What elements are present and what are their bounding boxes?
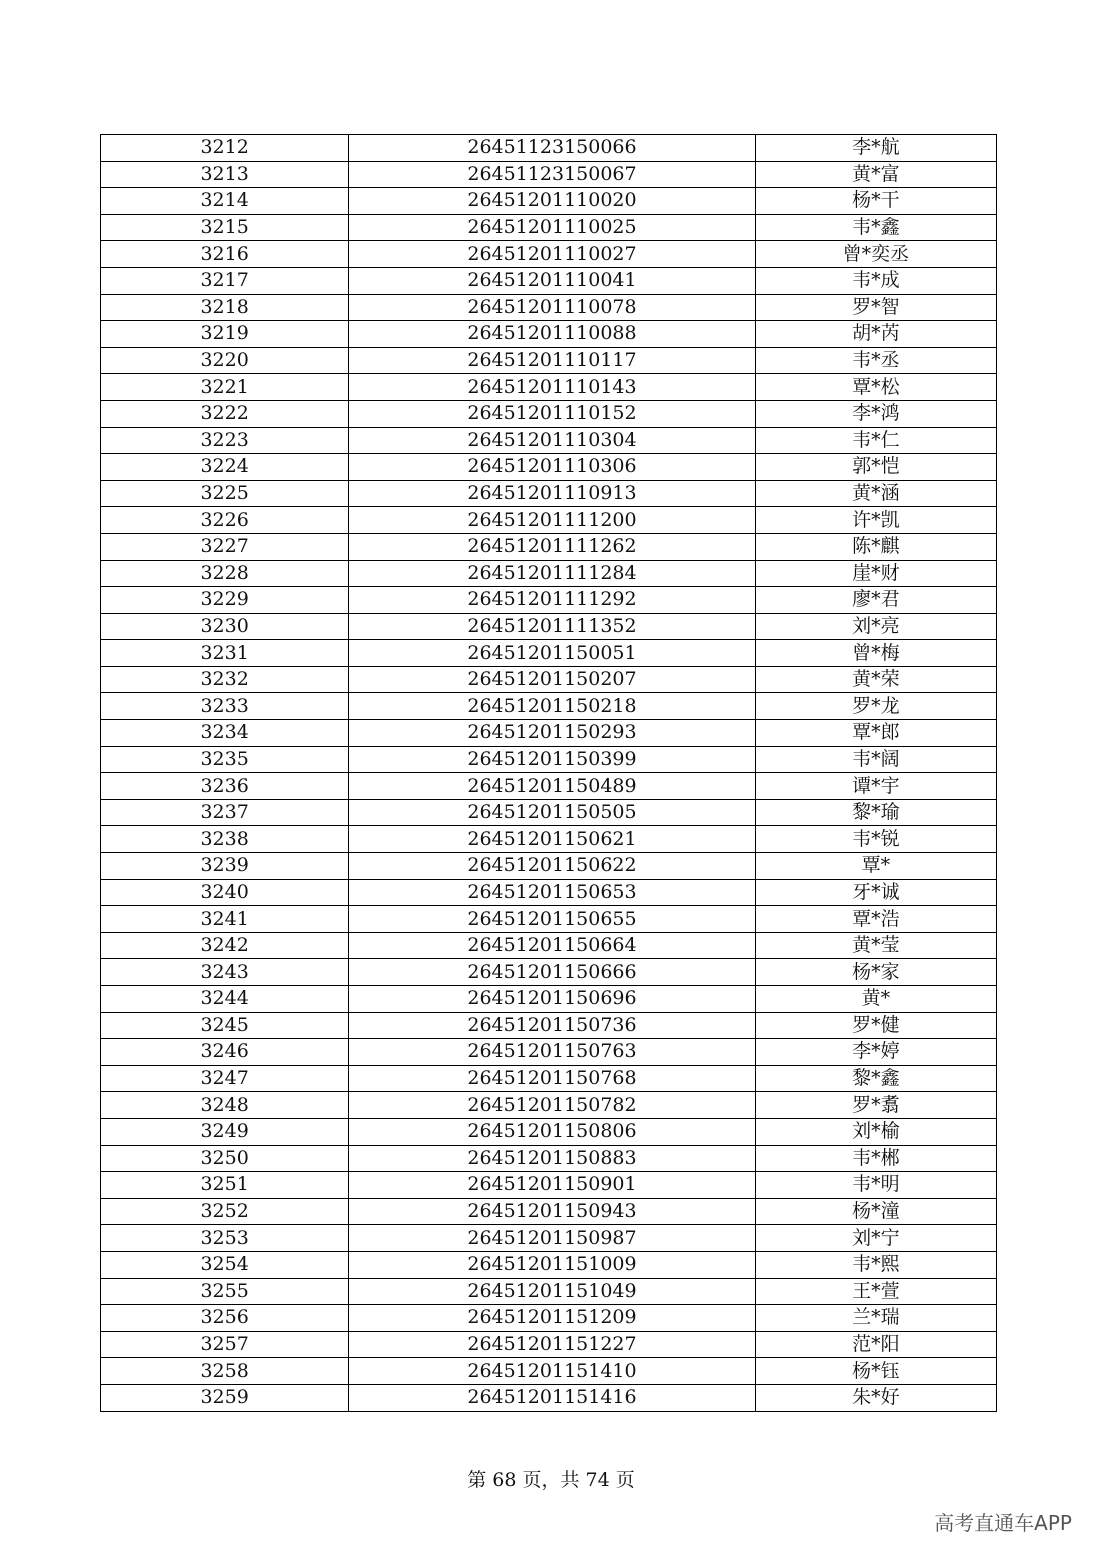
exam-id: 26451123150067 [349, 161, 755, 188]
table-row [101, 135, 997, 162]
exam-id: 26451201150806 [349, 1118, 755, 1145]
exam-id: 26451201150218 [349, 693, 755, 720]
row-index: 3252 [101, 1198, 349, 1225]
candidate-name: 韦*成 [755, 267, 996, 294]
row-index: 3222 [101, 400, 349, 427]
table-row [101, 799, 997, 826]
exam-id: 26451201150768 [349, 1065, 755, 1092]
candidate-name: 黄*富 [755, 161, 996, 188]
table-row [101, 959, 997, 986]
row-index: 3236 [101, 773, 349, 800]
exam-id: 26451201150664 [349, 932, 755, 959]
exam-id: 26451201110143 [349, 374, 755, 401]
candidate-name: 黄*荣 [755, 666, 996, 693]
exam-id: 26451201150696 [349, 986, 755, 1013]
exam-id: 26451201111352 [349, 613, 755, 640]
candidate-name: 李*婷 [755, 1039, 996, 1066]
exam-id: 26451201151049 [349, 1278, 755, 1305]
exam-id: 26451201110152 [349, 400, 755, 427]
candidate-name: 韦*明 [755, 1172, 996, 1199]
candidate-name: 杨*家 [755, 959, 996, 986]
exam-id: 26451123150066 [349, 135, 755, 162]
exam-id: 26451201150622 [349, 853, 755, 880]
page-number-label: 第 68 页，共 74 页 [467, 1469, 635, 1491]
table-row [101, 1384, 997, 1411]
table-row [101, 613, 997, 640]
row-index: 3212 [101, 135, 349, 162]
row-index: 3251 [101, 1172, 349, 1199]
table-row [101, 347, 997, 374]
row-index: 3254 [101, 1251, 349, 1278]
row-index: 3247 [101, 1065, 349, 1092]
exam-id: 26451201110304 [349, 427, 755, 454]
candidate-name: 韦*熙 [755, 1251, 996, 1278]
candidate-name: 李*鸿 [755, 400, 996, 427]
table-row [101, 1172, 997, 1199]
exam-id: 26451201151009 [349, 1251, 755, 1278]
candidate-name: 李*航 [755, 135, 996, 162]
table-row [101, 640, 997, 667]
table-row [101, 507, 997, 534]
candidate-name: 黎*鑫 [755, 1065, 996, 1092]
row-index: 3223 [101, 427, 349, 454]
candidate-name: 罗*智 [755, 294, 996, 321]
table-row [101, 1225, 997, 1252]
results-table [100, 134, 997, 1412]
table-row [101, 1065, 997, 1092]
row-index: 3215 [101, 214, 349, 241]
exam-id: 26451201150051 [349, 640, 755, 667]
row-index: 3249 [101, 1118, 349, 1145]
row-index: 3230 [101, 613, 349, 640]
candidate-name: 罗*龙 [755, 693, 996, 720]
table-row [101, 427, 997, 454]
exam-id: 26451201150207 [349, 666, 755, 693]
candidate-name: 崖*财 [755, 560, 996, 587]
exam-id: 26451201110088 [349, 321, 755, 348]
row-index: 3214 [101, 188, 349, 215]
candidate-name: 胡*芮 [755, 321, 996, 348]
exam-id: 26451201150489 [349, 773, 755, 800]
exam-id: 26451201150943 [349, 1198, 755, 1225]
table-row [101, 480, 997, 507]
candidate-name: 曾*奕丞 [755, 241, 996, 268]
candidate-name: 陈*麒 [755, 533, 996, 560]
candidate-name: 罗*健 [755, 1012, 996, 1039]
table-row [101, 666, 997, 693]
candidate-name: 黎*瑜 [755, 799, 996, 826]
row-index: 3218 [101, 294, 349, 321]
table-row [101, 267, 997, 294]
table-row [101, 241, 997, 268]
exam-id: 26451201110078 [349, 294, 755, 321]
exam-id: 26451201151410 [349, 1358, 755, 1385]
candidate-name: 韦*锐 [755, 826, 996, 853]
candidate-name: 王*萱 [755, 1278, 996, 1305]
row-index: 3248 [101, 1092, 349, 1119]
candidate-name: 刘*宁 [755, 1225, 996, 1252]
candidate-name: 杨*潼 [755, 1198, 996, 1225]
row-index: 3258 [101, 1358, 349, 1385]
row-index: 3257 [101, 1331, 349, 1358]
candidate-name: 廖*君 [755, 587, 996, 614]
row-index: 3237 [101, 799, 349, 826]
row-index: 3245 [101, 1012, 349, 1039]
candidate-name: 韦*郴 [755, 1145, 996, 1172]
table-row [101, 321, 997, 348]
table-row [101, 161, 997, 188]
candidate-name: 黄* [755, 986, 996, 1013]
table-row [101, 533, 997, 560]
table-row [101, 294, 997, 321]
table-body [101, 135, 997, 1412]
row-index: 3253 [101, 1225, 349, 1252]
candidate-name: 杨*钰 [755, 1358, 996, 1385]
table-row [101, 188, 997, 215]
exam-id: 26451201150782 [349, 1092, 755, 1119]
row-index: 3217 [101, 267, 349, 294]
row-index: 3231 [101, 640, 349, 667]
candidate-name: 韦*仁 [755, 427, 996, 454]
row-index: 3238 [101, 826, 349, 853]
candidate-name: 覃*松 [755, 374, 996, 401]
table-row [101, 986, 997, 1013]
table-row [101, 400, 997, 427]
exam-id: 26451201110025 [349, 214, 755, 241]
exam-id: 26451201111262 [349, 533, 755, 560]
row-index: 3233 [101, 693, 349, 720]
exam-id: 26451201150653 [349, 879, 755, 906]
exam-id: 26451201150293 [349, 720, 755, 747]
row-index: 3234 [101, 720, 349, 747]
exam-id: 26451201151227 [349, 1331, 755, 1358]
candidate-name: 谭*宇 [755, 773, 996, 800]
row-index: 3240 [101, 879, 349, 906]
candidate-name: 韦*鑫 [755, 214, 996, 241]
candidate-name: 罗*翥 [755, 1092, 996, 1119]
row-index: 3250 [101, 1145, 349, 1172]
table-row [101, 932, 997, 959]
candidate-name: 郭*恺 [755, 454, 996, 481]
app-watermark: 高考直通车APP [934, 1511, 1072, 1535]
table-row [101, 1198, 997, 1225]
exam-id: 26451201150883 [349, 1145, 755, 1172]
row-index: 3227 [101, 533, 349, 560]
table-row [101, 826, 997, 853]
table-row [101, 879, 997, 906]
page-footer [0, 1465, 1102, 1492]
table-row [101, 1145, 997, 1172]
table-row [101, 1039, 997, 1066]
row-index: 3216 [101, 241, 349, 268]
row-index: 3232 [101, 666, 349, 693]
row-index: 3235 [101, 746, 349, 773]
exam-id: 26451201151416 [349, 1384, 755, 1411]
table-row [101, 1092, 997, 1119]
candidate-name: 覃*浩 [755, 906, 996, 933]
row-index: 3259 [101, 1384, 349, 1411]
row-index: 3244 [101, 986, 349, 1013]
table-row [101, 560, 997, 587]
table-row [101, 1331, 997, 1358]
candidate-name: 刘*亮 [755, 613, 996, 640]
exam-id: 26451201110027 [349, 241, 755, 268]
candidate-name: 杨*干 [755, 188, 996, 215]
table-row [101, 1118, 997, 1145]
table-row [101, 214, 997, 241]
exam-id: 26451201150901 [349, 1172, 755, 1199]
table-row [101, 773, 997, 800]
table-row [101, 1278, 997, 1305]
row-index: 3220 [101, 347, 349, 374]
exam-id: 26451201150666 [349, 959, 755, 986]
exam-id: 26451201150621 [349, 826, 755, 853]
candidate-name: 范*阳 [755, 1331, 996, 1358]
candidate-name: 黄*莹 [755, 932, 996, 959]
row-index: 3221 [101, 374, 349, 401]
exam-id: 26451201110306 [349, 454, 755, 481]
row-index: 3225 [101, 480, 349, 507]
row-index: 3219 [101, 321, 349, 348]
exam-id: 26451201111284 [349, 560, 755, 587]
row-index: 3242 [101, 932, 349, 959]
exam-id: 26451201150399 [349, 746, 755, 773]
candidate-name: 刘*榆 [755, 1118, 996, 1145]
candidate-name: 兰*瑞 [755, 1305, 996, 1332]
row-index: 3246 [101, 1039, 349, 1066]
candidate-name: 韦*丞 [755, 347, 996, 374]
exam-id: 26451201150505 [349, 799, 755, 826]
exam-id: 26451201150736 [349, 1012, 755, 1039]
table-row [101, 1305, 997, 1332]
row-index: 3213 [101, 161, 349, 188]
row-index: 3241 [101, 906, 349, 933]
exam-id: 26451201150763 [349, 1039, 755, 1066]
table-row [101, 1012, 997, 1039]
table-row [101, 1251, 997, 1278]
exam-id: 26451201110041 [349, 267, 755, 294]
row-index: 3255 [101, 1278, 349, 1305]
table-row [101, 587, 997, 614]
row-index: 3226 [101, 507, 349, 534]
table-row [101, 693, 997, 720]
candidate-name: 许*凯 [755, 507, 996, 534]
candidate-name: 牙*诚 [755, 879, 996, 906]
row-index: 3224 [101, 454, 349, 481]
row-index: 3239 [101, 853, 349, 880]
exam-id: 26451201150655 [349, 906, 755, 933]
row-index: 3243 [101, 959, 349, 986]
candidate-name: 曾*梅 [755, 640, 996, 667]
exam-id: 26451201110913 [349, 480, 755, 507]
table-row [101, 746, 997, 773]
row-index: 3228 [101, 560, 349, 587]
candidate-name: 黄*涵 [755, 480, 996, 507]
exam-id: 26451201110020 [349, 188, 755, 215]
table-row [101, 906, 997, 933]
row-index: 3229 [101, 587, 349, 614]
table-row [101, 1358, 997, 1385]
table-row [101, 454, 997, 481]
exam-id: 26451201110117 [349, 347, 755, 374]
exam-id: 26451201111292 [349, 587, 755, 614]
candidate-name: 覃*郎 [755, 720, 996, 747]
candidate-name: 韦*阔 [755, 746, 996, 773]
exam-id: 26451201150987 [349, 1225, 755, 1252]
table-row [101, 720, 997, 747]
candidate-name: 覃* [755, 853, 996, 880]
table-row [101, 853, 997, 880]
row-index: 3256 [101, 1305, 349, 1332]
exam-id: 26451201151209 [349, 1305, 755, 1332]
table-row [101, 374, 997, 401]
candidate-name: 朱*好 [755, 1384, 996, 1411]
exam-id: 26451201111200 [349, 507, 755, 534]
